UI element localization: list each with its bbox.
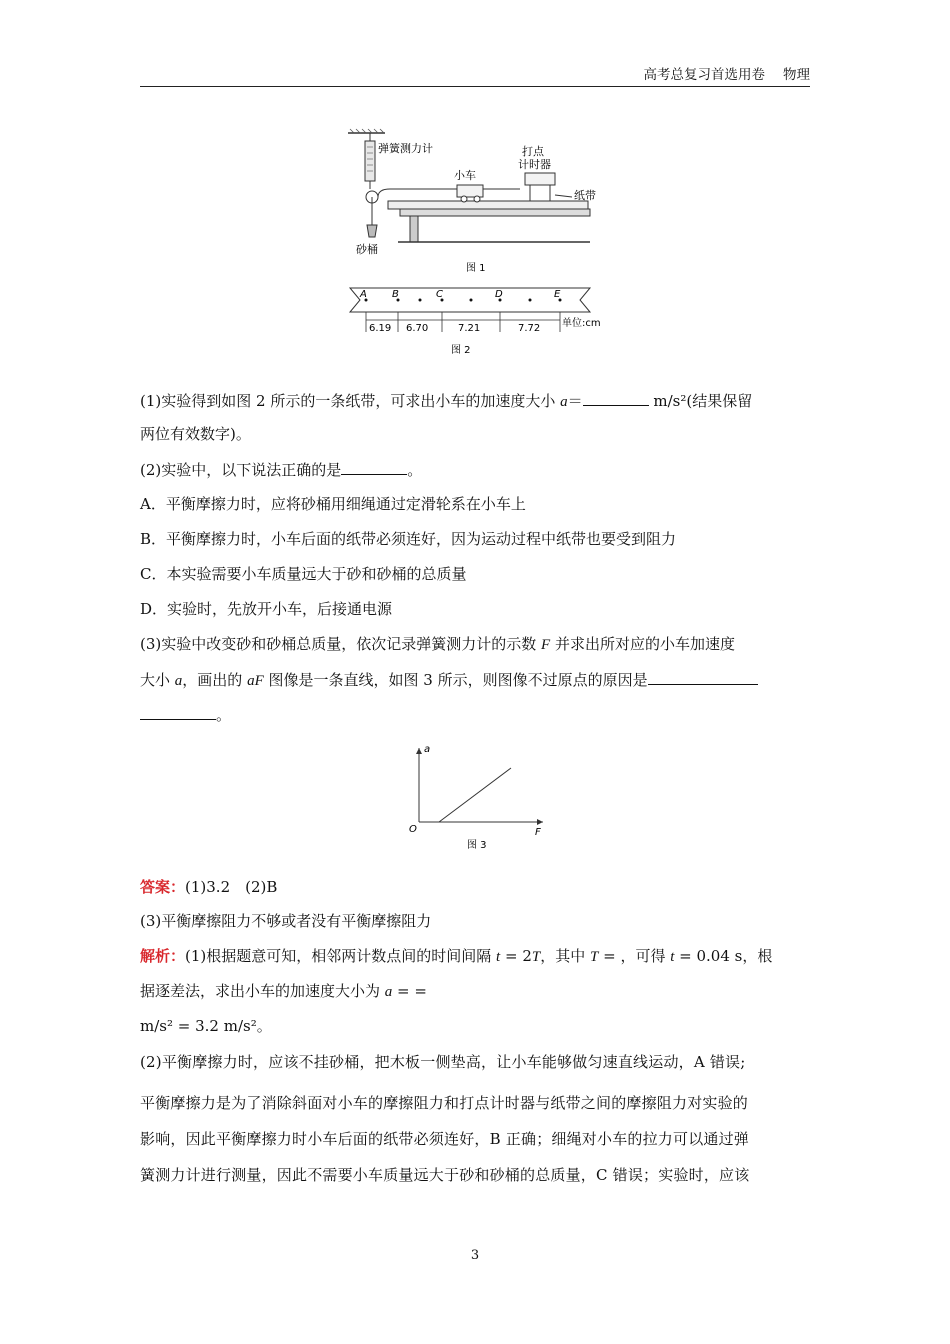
question-3-line-3 bbox=[140, 704, 810, 725]
header-subject: 物理 bbox=[783, 67, 810, 83]
label-cart: 小车 bbox=[454, 169, 476, 182]
tape-unit: 单位:cm bbox=[562, 318, 601, 329]
q3-text-2b: ，画出的 bbox=[182, 671, 248, 689]
figure-2-caption: 图 2 bbox=[451, 345, 471, 356]
track-board bbox=[400, 209, 590, 216]
timer-shape bbox=[525, 173, 555, 185]
analysis-l1-a: (1)根据题意可知，相邻两计数点间的时间间隔 bbox=[185, 947, 497, 965]
label-timer-2: 计时器 bbox=[518, 158, 551, 171]
sand-bucket-shape bbox=[367, 225, 377, 237]
point-A: A bbox=[360, 289, 367, 300]
point-B: B bbox=[392, 289, 399, 300]
q3-var-F: F bbox=[541, 637, 551, 653]
q2-stem-end: 。 bbox=[407, 461, 423, 479]
page-header bbox=[140, 64, 810, 87]
analysis-line-2 bbox=[140, 981, 810, 1002]
q3-answer-blank-2[interactable] bbox=[140, 704, 216, 720]
answer-line-1 bbox=[140, 877, 810, 897]
header-book-title: 高考总复习首选用卷 bbox=[643, 67, 765, 83]
option-a: A．平衡摩擦力时，应将砂桶用细绳通过定滑轮系在小车上 bbox=[140, 495, 526, 513]
page-number: 3 bbox=[470, 1248, 480, 1263]
analysis-var-T: T bbox=[531, 949, 541, 965]
option-d: D．实验时，先放开小车，后接通电源 bbox=[140, 600, 393, 618]
graph-line bbox=[439, 768, 511, 822]
figure-1 bbox=[340, 125, 620, 275]
q3-var-a: a bbox=[174, 673, 183, 689]
segment-CD: 7.21 bbox=[458, 323, 481, 334]
q3-text-2a: 大小 bbox=[140, 671, 175, 689]
analysis-line-5: 平衡摩擦力是为了消除斜面对小车的摩擦阻力和打点计时器与纸带之间的摩擦阻力对实验的 bbox=[140, 1094, 749, 1112]
analysis-line-7: 簧测力计进行测量，因此不需要小车质量远大于砂和砂桶的总质量，C 错误；实验时，应该 bbox=[140, 1166, 750, 1184]
analysis-line-3: m/s² = 3.2 m/s²。 bbox=[140, 1017, 272, 1035]
option-b: B．平衡摩擦力时，小车后面的纸带必须连好，因为运动过程中纸带也要受到阻力 bbox=[140, 530, 677, 548]
q2-stem-text: (2)实验中，以下说法正确的是 bbox=[140, 461, 342, 479]
q3-end: 。 bbox=[216, 706, 232, 724]
analysis-var-t2: t bbox=[670, 949, 675, 965]
question-2-stem bbox=[140, 459, 810, 480]
q3-answer-blank-1[interactable] bbox=[648, 669, 758, 685]
point-D: D bbox=[495, 289, 503, 300]
analysis-l1-b: = 2 bbox=[500, 947, 532, 965]
answer-line-2: (3)平衡摩擦阻力不够或者没有平衡摩擦阻力 bbox=[140, 912, 432, 930]
q3-text-1b: 并求出所对应的小车加速度 bbox=[550, 635, 735, 653]
analysis-var-a: a bbox=[384, 984, 393, 1000]
analysis-line-1 bbox=[140, 946, 810, 967]
figure-3-caption: 图 3 bbox=[467, 840, 487, 851]
label-spring-scale: 弹簧测力计 bbox=[378, 142, 433, 155]
q1-text: (1)实验得到如图 2 所示的一条纸带，可求出小车的加速度大小 bbox=[140, 392, 561, 410]
question-1-line-1 bbox=[140, 390, 810, 412]
q2-answer-blank[interactable] bbox=[341, 459, 407, 475]
figure-3 bbox=[395, 740, 555, 855]
analysis-label: 解析： bbox=[140, 947, 186, 965]
apparatus-diagram bbox=[340, 125, 620, 275]
analysis-l2-a: 据逐差法，求出小车的加速度大小为 bbox=[140, 982, 385, 1000]
answer-label: 答案： bbox=[140, 878, 186, 896]
figure-1-caption: 图 1 bbox=[466, 263, 486, 274]
analysis-l2-b: = = bbox=[392, 982, 427, 1000]
label-timer-1: 打点 bbox=[522, 145, 544, 158]
q1-var-a: a bbox=[560, 394, 568, 410]
analysis-line-4: (2)平衡摩擦力时，应该不挂砂桶，把木板一侧垫高，让小车能够做匀速直线运动，A 错误; bbox=[140, 1053, 746, 1071]
question-1-line-2: 两位有效数字)。 bbox=[140, 425, 251, 443]
cart-shape bbox=[457, 185, 483, 197]
q3-var-aF: aF bbox=[247, 673, 264, 689]
question-3-line-1 bbox=[140, 634, 810, 655]
label-bucket: 砂桶 bbox=[356, 243, 378, 256]
analysis-line-6: 影响，因此平衡摩擦力时小车后面的纸带必须连好，B 正确；细绳对小车的拉力可以通过弹 bbox=[140, 1130, 749, 1148]
analysis-l1-d: = ，可得 bbox=[598, 947, 671, 965]
point-E: E bbox=[554, 289, 561, 300]
answer-text: (1)3.2 (2)B bbox=[185, 878, 278, 896]
q1-unit: m/s²(结果保留 bbox=[648, 392, 753, 410]
origin-label: O bbox=[409, 824, 417, 835]
segment-AB: 6.19 bbox=[369, 323, 392, 334]
q1-answer-blank[interactable] bbox=[583, 390, 649, 406]
question-3-line-2 bbox=[140, 669, 810, 691]
label-tape: 纸带 bbox=[574, 189, 596, 202]
point-C: C bbox=[436, 289, 443, 300]
y-axis-label: a bbox=[424, 744, 431, 755]
q1-eq: ＝ bbox=[567, 392, 583, 410]
segment-BC: 6.70 bbox=[406, 323, 429, 334]
x-axis-label: F bbox=[535, 827, 541, 838]
figure-2 bbox=[340, 280, 630, 362]
a-F-graph bbox=[395, 740, 555, 855]
option-c: C．本实验需要小车质量远大于砂和砂桶的总质量 bbox=[140, 565, 467, 583]
analysis-l1-e: = 0.04 s，根 bbox=[674, 947, 773, 965]
analysis-var-T2: T bbox=[590, 949, 599, 965]
analysis-l1-c: ，其中 bbox=[540, 947, 590, 965]
q3-text-1a: (3)实验中改变砂和砂桶总质量，依次记录弹簧测力计的示数 bbox=[140, 635, 542, 653]
segment-DE: 7.72 bbox=[518, 323, 541, 334]
q3-text-2c: 图像是一条直线，如图 3 所示，则图像不过原点的原因是 bbox=[263, 671, 648, 689]
analysis-var-t: t bbox=[496, 949, 501, 965]
paper-tape-diagram bbox=[340, 280, 630, 362]
